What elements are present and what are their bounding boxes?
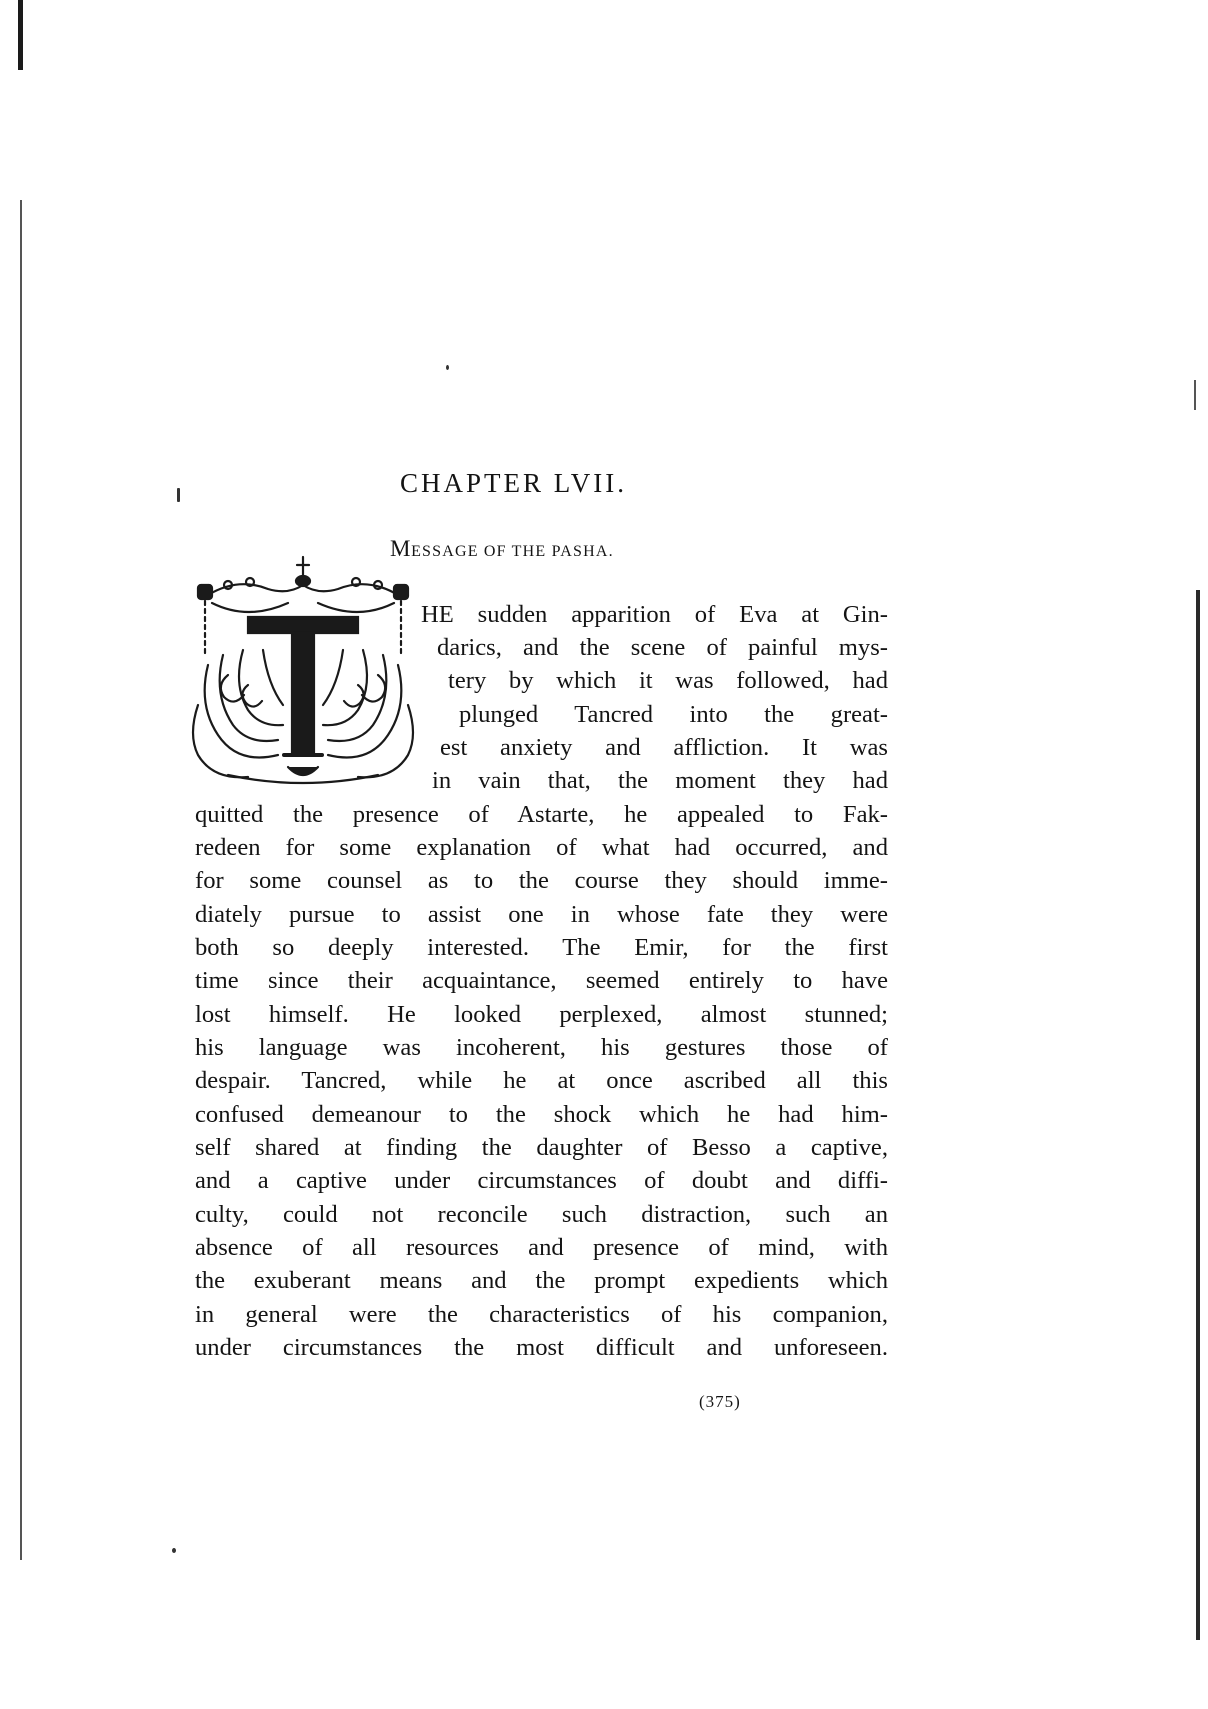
body-line: in general were the characteristics of his companion, [195, 1301, 888, 1328]
body-line: for some counsel as to the course they should imme- [195, 867, 888, 894]
chapter-subtitle [390, 536, 730, 562]
subtitle-initial: M [390, 536, 412, 561]
body-line: plunged Tancred into the great- [459, 701, 888, 728]
scan-edge-right-mark [1194, 380, 1196, 410]
scan-edge-top-left [18, 0, 23, 70]
subtitle-rest: ESSAGE OF THE PASHA. [411, 543, 614, 560]
body-line: both so deeply interested. The Emir, for the first [195, 934, 888, 961]
body-line: self shared at finding the daughter of Besso a captive, [195, 1134, 888, 1161]
ornamental-initial-t-icon [188, 555, 418, 791]
body-line: under circumstances the most difficult and unforeseen. [195, 1334, 888, 1361]
body-line: HE sudden apparition of Eva at Gin- [421, 601, 888, 628]
body-line: redeen for some explanation of what had occurred, and [195, 834, 888, 861]
scan-speck [177, 488, 180, 502]
body-line: diately pursue to assist one in whose fate they were [195, 901, 888, 928]
body-line: in vain that, the moment they had [432, 767, 888, 794]
scan-speck [446, 365, 449, 370]
body-line: the exuberant means and the prompt expedients which [195, 1267, 888, 1294]
body-line: confused demeanour to the shock which he had him- [195, 1101, 888, 1128]
body-line: tery by which it was followed, had [448, 667, 888, 694]
chapter-title: CHAPTER LVII. [400, 468, 628, 498]
body-line: est anxiety and affliction. It was [440, 734, 888, 761]
body-line: culty, could not reconcile such distraction, such an [195, 1201, 888, 1228]
body-line: his language was incoherent, his gestures those of [195, 1034, 888, 1061]
body-line: quitted the presence of Astarte, he appealed to Fak- [195, 801, 888, 828]
body-line: time since their acquaintance, seemed entirely to have [195, 967, 888, 994]
body-line: despair. Tancred, while he at once ascribed all this [195, 1067, 888, 1094]
body-line: lost himself. He looked perplexed, almost stunned; [195, 1001, 888, 1028]
body-line: absence of all resources and presence of mind, with [195, 1234, 888, 1261]
scan-edge-right [1196, 590, 1200, 1640]
page-number: (375) [699, 1392, 741, 1411]
scan-speck [172, 1548, 176, 1553]
body-line: darics, and the scene of painful mys- [437, 634, 888, 661]
body-line: and a captive under circumstances of doubt and diffi- [195, 1167, 888, 1194]
scan-edge-left [20, 200, 22, 1560]
